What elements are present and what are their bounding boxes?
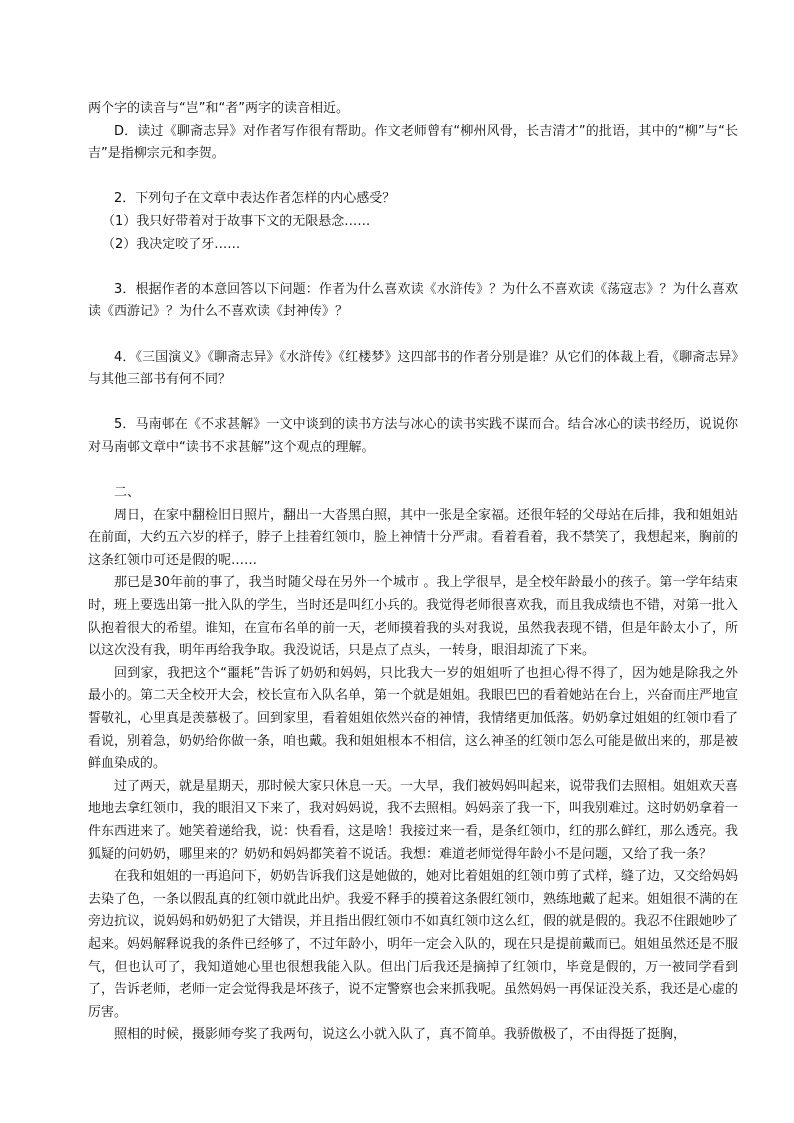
story-paragraph: 那已是30年前的事了，我当时随父母在另外一个城市 。我上学很早，是全校年龄最小的孩子。第一学年结束时，班上要选出第一批入队的学生，当时还是叫红小兵的。我觉得老师很喜欢我，而且我成绩也不错，对第一批入队抱着很大的希望。谁知，在宣布名单的前一天，老师摸着我的头对我说，虽然我表现不错，但是年龄太小了，所以这次没有我，明年再给我争取。我没说话，只是点了点头，一转身，眼泪却流了下来。 (88, 575, 739, 659)
story-paragraph: 照相的时候，摄影师夸奖了我两句，说这么小就入队了，真不简单。我骄傲极了，不由得挺了挺胸， (114, 1027, 687, 1043)
q2-sentence-2: （2）我决定咬了牙…… (102, 236, 241, 252)
q5: 5．马南邨在《不求甚解》一文中谈到的读书方法与冰心的读书实践不谋而合。结合冰心的读书经历，说说你对马南邨文章中“读书不求甚解”这个观点的理解。 (88, 417, 738, 455)
spacer (88, 166, 738, 189)
section-heading: 二、 (114, 485, 141, 501)
spacer (88, 392, 738, 415)
story-paragraph: 在我和姐姐的一再追问下，奶奶告诉我们这是她做的，她对比着姐姐的红领巾剪了式样，缝了边，又交给妈妈去染了色，一条以假乱真的红领巾就此出炉。我爱不释手的摸着这条假红领巾，熟练地戴了起来。姐姐很不满的在旁边抗议，说妈妈和奶奶犯了大错误，并且指出假红领巾不如真红领巾这么红，假的就是假的。我忍不住跟她吵了起来。妈妈解释说我的条件已经够了，不过年龄小，明年一定会入队的，现在只是提前戴而已。姐姐虽然还是不服气，但也认可了，我知道她心里也很想我能入队。但出门后我还是摘掉了红领巾，毕竟是假的，万一被同学看到了，告诉老师，老师一定会觉得我是坏孩子，说不定警察也会来抓我呢。虽然妈妈一再保证没关系，我还是心虚的厉害。 (88, 869, 739, 1020)
story-paragraph: 过了两天，就是星期天，那时候大家只休息一天。一大早，我们被妈妈叫起来，说带我们去照相。姐姐欢天喜地地去拿红领巾，我的眼泪又下来了，我对妈妈说，我不去照相。妈妈亲了我一下，叫我别难过。这时奶奶拿着一件东西进来了。她笑着递给我，说：快看看，这是啥！我接过来一看，是条红领巾，红的那么鲜红，那么透亮。我狐疑的问奶奶，哪里来的？奶奶和妈妈都笑着不说话。我想：难道老师觉得年龄小不是问题，又给了我一条？ (88, 778, 739, 862)
q2-sentence-1: （1）我只好带着对于故事下文的无限悬念…… (102, 213, 371, 229)
q3: 3．根据作者的本意回答以下问题：作者为什么喜欢读《水浒传》？为什么不喜欢读《荡寇志》？为什么喜欢读《西游记》？为什么不喜欢读《封神传》？ (88, 281, 738, 320)
q1-option-c-tail: 两个字的读音与“岂”和“者”两字的读音相近。 (88, 101, 349, 116)
spacer (88, 324, 738, 347)
spacer (88, 460, 738, 483)
q2-stem: 2．下列句子在文章中表达作者怎样的内心感受？ (114, 191, 396, 207)
story-paragraph: 周日，在家中翻检旧日照片，翻出一大沓黑白照，其中一张是全家福。还很年轻的父母站在后排，我和姐姐站在前面，大约五六岁的样子，脖子上挂着红领巾，脸上神情十分严肃。看着看着，我不禁笑了，我想起来，胸前的这条红领巾可还是假的呢…… (88, 507, 739, 568)
story-paragraph: 回到家，我把这个“噩耗”告诉了奶奶和妈妈，只比我大一岁的姐姐听了也担心得不得了，因为她是除我之外最小的。第二天全校开大会，校长宣布入队名单，第一个就是姐姐。我眼巴巴的看着她站在台上，兴奋而庄严地宣誓敬礼，心里真是羡慕极了。回到家里，看着姐姐依然兴奋的神情，我情绪更加低落。奶奶拿过姐姐的红领巾看了看说，别着急，奶奶给你做一条，咱也戴。我和姐姐根本不相信，这么神圣的红领巾怎么可能是做出来的，那是被鲜血染成的。 (88, 665, 739, 772)
spacer (88, 256, 738, 279)
document-page (88, 98, 738, 1047)
q4: 4．《三国演义》《聊斋志异》《水浒传》《红楼梦》这四部书的作者分别是谁？从它们的体裁上看，《聊斋志异》与其他三部书有何不同？ (88, 349, 738, 388)
q1-option-d: D．读过《聊斋志异》对作者写作很有帮助。作文老师曾有“柳州风骨，长吉清才”的批语，其中的“柳”与“长吉”是指柳宗元和李贺。 (88, 123, 738, 162)
